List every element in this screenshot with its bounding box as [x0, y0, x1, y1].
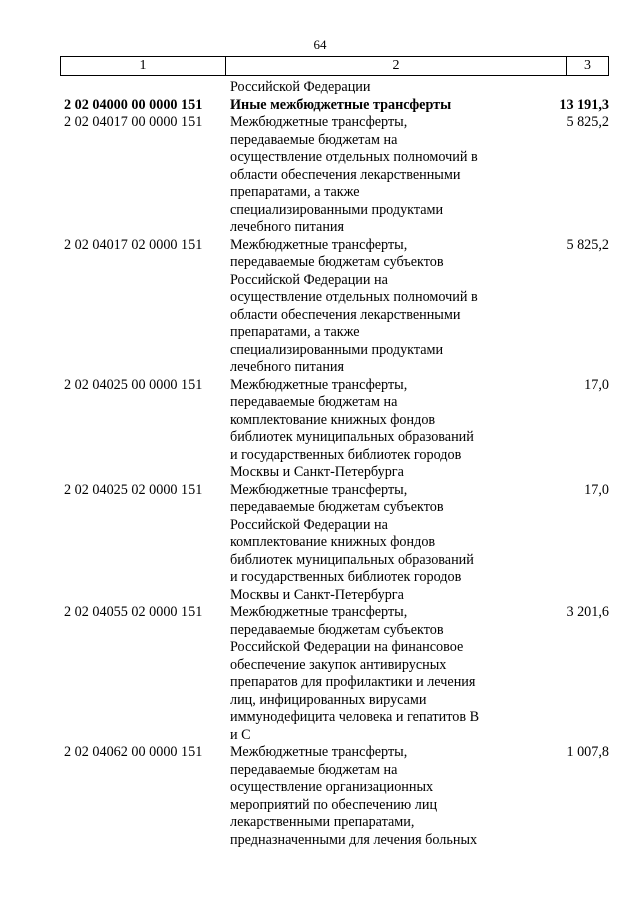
- item-name: [228, 97, 503, 115]
- item-name-line: передаваемые бюджетам субъектов: [230, 499, 444, 515]
- item-name: [228, 377, 503, 482]
- item-name-line: Межбюджетные трансферты,: [230, 114, 408, 130]
- budget-code: [60, 79, 228, 97]
- item-name-line: лечебного питания: [230, 219, 345, 235]
- item-name-line: передаваемые бюджетам на: [230, 131, 398, 148]
- table-row: [60, 377, 609, 482]
- item-name-line: комплектование книжных фондов: [230, 534, 436, 550]
- amount-value: 3 201,6: [566, 604, 609, 620]
- budget-code: 2 02 04017 00 0000 151: [64, 114, 203, 130]
- item-name-line: передаваемые бюджетам на: [230, 394, 398, 410]
- budget-code: 2 02 04000 00 0000 151: [64, 96, 203, 113]
- item-name-line: передаваемые бюджетам на: [230, 761, 398, 778]
- item-name-line: лечебного питания: [230, 359, 345, 375]
- item-name-line: Москвы и Санкт-Петербурга: [230, 586, 404, 603]
- table-row: [60, 482, 609, 605]
- item-name-line: и государственных библиотек городов: [230, 446, 462, 463]
- item-name-line: Российской Федерации на: [230, 271, 388, 288]
- item-name-line: препаратами, а также: [230, 324, 360, 340]
- budget-code: 2 02 04025 02 0000 151: [64, 481, 203, 498]
- item-name-line: передаваемые бюджетам субъектов: [230, 254, 444, 270]
- amount-value: [503, 79, 609, 97]
- item-name-line: предназначенными для лечения больных: [230, 831, 478, 848]
- column-header-3: 3: [584, 58, 591, 73]
- item-name-line: лиц, инфицированных вирусами: [230, 691, 427, 708]
- budget-code: 2 02 04025 00 0000 151: [64, 376, 203, 393]
- item-name-line: Москвы и Санкт-Петербурга: [230, 464, 404, 480]
- table-row: [60, 114, 609, 237]
- item-name-line: и С: [230, 726, 251, 743]
- item-name-line: мероприятий по обеспечению лиц: [230, 796, 438, 813]
- item-name: [228, 237, 503, 377]
- item-name-line: Российской Федерации на: [230, 516, 388, 533]
- item-name: [228, 79, 503, 97]
- item-name-line: специализированными продуктами: [230, 201, 444, 218]
- item-name-line: комплектование книжных фондов: [230, 411, 436, 428]
- amount-value: 17,0: [584, 481, 609, 498]
- item-name-line: осуществление отдельных полномочий в: [230, 289, 478, 305]
- item-name-line: препаратов для профилактики и лечения: [230, 674, 476, 690]
- table-header: [60, 56, 609, 76]
- budget-code: 2 02 04055 02 0000 151: [64, 604, 203, 620]
- amount-value: 5 825,2: [566, 114, 609, 130]
- item-name-line: осуществление организационных: [230, 779, 434, 795]
- item-name: [228, 482, 503, 605]
- item-name-line: области обеспечения лекарственными: [230, 306, 461, 323]
- item-name-line: Межбюджетные трансферты,: [230, 744, 408, 760]
- item-name-line: Межбюджетные трансферты,: [230, 604, 408, 620]
- item-name-line: специализированными продуктами: [230, 341, 444, 358]
- column-header-2: 2: [226, 57, 567, 75]
- item-name-line: передаваемые бюджетам субъектов: [230, 621, 444, 638]
- amount-value: 5 825,2: [566, 236, 609, 253]
- budget-code: 2 02 04062 00 0000 151: [64, 744, 203, 760]
- item-name-line: осуществление отдельных полномочий в: [230, 149, 478, 165]
- table-body: [60, 79, 609, 849]
- item-name-line: Межбюджетные трансферты,: [230, 481, 408, 498]
- item-name-line: Российской Федерации: [230, 79, 371, 95]
- table-row: [60, 237, 609, 377]
- item-name: [228, 744, 503, 849]
- amount-value: 17,0: [584, 376, 609, 393]
- column-header-1: 1: [61, 57, 226, 75]
- item-name-line: Межбюджетные трансферты,: [230, 376, 408, 393]
- page-number: 64: [313, 37, 327, 52]
- item-name-line: лекарственными препаратами,: [230, 814, 415, 830]
- amount-value: 1 007,8: [566, 744, 609, 760]
- table-row: [60, 79, 609, 97]
- table-row: [60, 744, 609, 849]
- item-name-line: области обеспечения лекарственными: [230, 166, 461, 183]
- item-name: [228, 114, 503, 237]
- item-name-line: и государственных библиотек городов: [230, 569, 462, 585]
- item-name-line: Межбюджетные трансферты,: [230, 236, 408, 253]
- item-name-line: обеспечение закупок антивирусных: [230, 656, 447, 673]
- item-name-line: иммунодефицита человека и гепатитов В: [230, 709, 480, 725]
- item-name-line: Иные межбюджетные трансферты: [230, 96, 452, 113]
- budget-code: 2 02 04017 02 0000 151: [64, 236, 203, 253]
- item-name-line: библиотек муниципальных образований: [230, 551, 474, 568]
- item-name-line: препаратами, а также: [230, 184, 360, 200]
- item-name-line: Российской Федерации на финансовое: [230, 639, 464, 655]
- table-row: [60, 604, 609, 744]
- item-name: [228, 604, 503, 744]
- amount-value: 13 191,3: [559, 96, 609, 113]
- item-name-line: библиотек муниципальных образований: [230, 429, 474, 445]
- table-row: [60, 97, 609, 115]
